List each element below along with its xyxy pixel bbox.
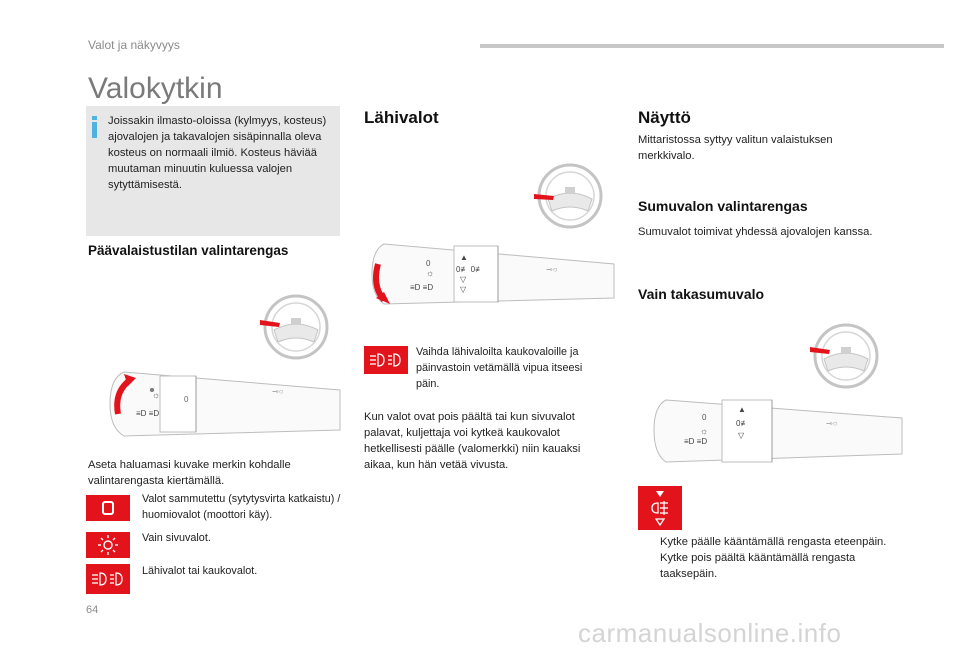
svg-text:▽: ▽	[460, 285, 467, 294]
main-beam-icon	[364, 346, 408, 374]
light-stalk-illustration	[366, 242, 616, 306]
svg-text:☼: ☼	[700, 426, 709, 436]
low-beam-item-text: Vaihda lähivaloilta kaukovaloille ja päinvastoin vetämällä vipua itseesi päin.	[416, 346, 583, 390]
svg-text:0: 0	[184, 395, 189, 404]
watermark: carmanualsonline.info	[578, 618, 842, 648]
svg-text:⊸○: ⊸○	[546, 265, 558, 274]
info-note-text: Joissakin ilmasto-oloissa (kylmyys, kosteus) ajovalojen ja takavalojen sisäpinnalla oleva kosteus on normaali ilmiö. Kosteus häviää muutaman minuutin kuluessa valojen sytyttämisestä.	[108, 115, 327, 191]
low-beam-body-text: Kun valot ovat pois päältä tai kun sivuvalot palavat, kuljettaja voi kytkeä kaukovalot hetkellisesti päälle (valomerkki) niin kauaksi aikaa, kun hän vetää vivusta.	[364, 411, 581, 471]
section-header: Valot ja näkyvyys	[88, 38, 180, 52]
off-icon	[86, 495, 130, 521]
low-beam-heading: Lähivalot	[364, 108, 439, 127]
light-stalk-illustration	[650, 396, 904, 466]
day-section-heading: Päävalaistustilan valintarengas	[88, 243, 289, 258]
display-heading: Näyttö	[638, 108, 691, 127]
svg-text:0≢: 0≢	[736, 419, 749, 428]
svg-text:▲: ▲	[738, 405, 746, 414]
steering-wheel-illustration	[530, 160, 606, 232]
svg-text:⊸○: ⊸○	[826, 419, 838, 428]
header-rule	[480, 44, 944, 48]
rear-fog-heading: Vain takasumuvalo	[638, 286, 765, 302]
svg-text:0: 0	[702, 413, 707, 422]
steering-wheel-illustration	[258, 292, 332, 362]
svg-text:≡D ≡D: ≡D ≡D	[684, 437, 708, 446]
display-text: Mittaristossa syttyy valitun valaistuksen merkkivalo.	[638, 134, 833, 162]
info-icon	[92, 116, 98, 138]
bullet-text: Kytke pois päältä kääntämällä rengasta taaksepäin.	[660, 552, 856, 580]
rear-fog-icon	[638, 486, 682, 530]
svg-text:0≢ 0≢: 0≢ 0≢	[456, 265, 484, 274]
fog-text: Sumuvalot toimivat yhdessä ajovalojen kanssa.	[638, 226, 873, 238]
rear-fog-instructions	[638, 534, 888, 582]
svg-text:☼: ☼	[426, 268, 435, 278]
svg-text:▲: ▲	[460, 253, 468, 262]
svg-text:≡D ≡D: ≡D ≡D	[136, 409, 160, 418]
svg-text:≡D ≡D: ≡D ≡D	[410, 283, 434, 292]
day-item-text: Lähivalot tai kaukovalot.	[142, 565, 258, 577]
page-title: Valokytkin	[88, 72, 223, 105]
light-stalk-illustration	[104, 368, 342, 438]
day-item-text: Vain sivuvalot.	[142, 532, 211, 544]
svg-text:▽: ▽	[460, 275, 467, 284]
day-intro-text: Aseta haluamasi kuvake merkin kohdalle valintarengasta kiertämällä.	[88, 459, 291, 487]
svg-text:0: 0	[426, 259, 431, 268]
svg-text:▽: ▽	[738, 431, 745, 440]
day-item-text: Valot sammutettu (sytytysvirta katkaistu) / huomiovalot (moottori käy).	[142, 493, 341, 521]
list-item	[638, 550, 888, 582]
page-number: 64	[86, 604, 99, 616]
list-item	[638, 534, 888, 550]
fog-ring-heading: Sumuvalon valintarengas	[638, 198, 808, 214]
sidelights-icon	[86, 532, 130, 558]
steering-wheel-illustration	[806, 320, 882, 392]
svg-text:☼: ☼	[152, 390, 161, 400]
headlights-icon	[86, 564, 130, 594]
bullet-text: Kytke päälle kääntämällä rengasta eteenpäin.	[660, 536, 887, 548]
svg-text:⊸○: ⊸○	[272, 387, 284, 396]
